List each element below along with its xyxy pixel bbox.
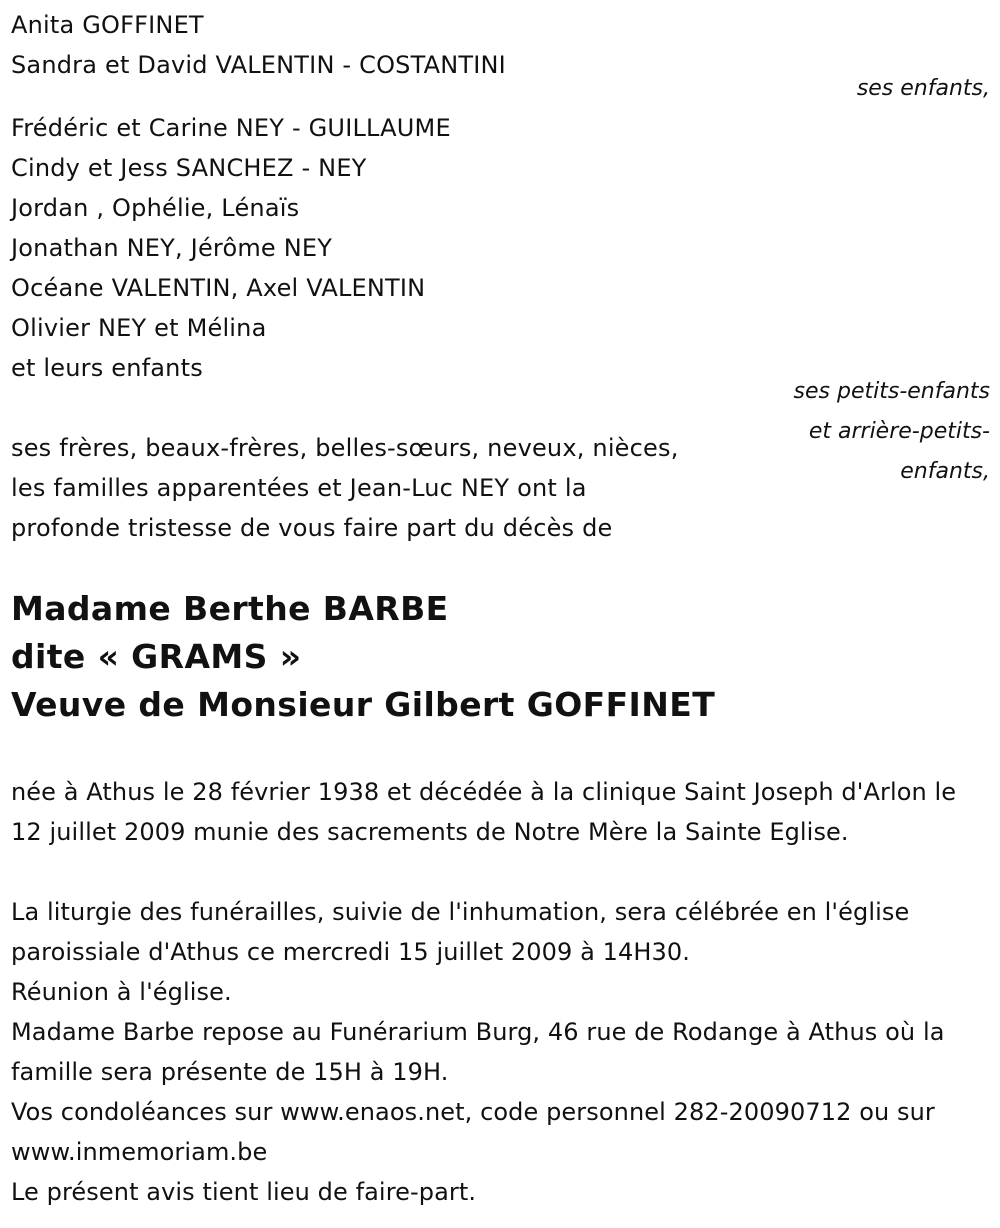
family-member-line: Océane VALENTIN, Axel VALENTIN xyxy=(11,274,426,302)
details-reunion: Réunion à l'église. xyxy=(11,978,232,1006)
announcement-line: les familles apparentées et Jean-Luc NEY ont la xyxy=(11,474,587,502)
family-member-line: Sandra et David VALENTIN - COSTANTINI xyxy=(11,51,506,79)
details-funerarium: Madame Barbe repose au Funérarium Burg, 46 rue de Rodange à Athus où la famille sera présente de 15H à 19H. xyxy=(11,1018,945,1086)
deceased-widow-of: Veuve de Monsieur Gilbert GOFFINET xyxy=(11,685,716,724)
family-member-line: Olivier NEY et Mélina xyxy=(11,314,267,342)
relationship-label-grandchildren: ses petits-enfants xyxy=(793,379,990,404)
relationship-label-grandchildren: et arrière-petits- xyxy=(808,419,990,444)
relationship-label-grandchildren: enfants, xyxy=(900,459,990,484)
family-member-line: Jordan , Ophélie, Lénaïs xyxy=(11,194,300,222)
announcement-line: ses frères, beaux-frères, belles-sœurs, neveux, nièces, xyxy=(11,434,679,462)
details-birth-death: née à Athus le 28 février 1938 et décédée à la clinique Saint Joseph d'Arlon le 12 juillet 2009 munie des sacrements de Notre Mère la Sainte Eglise. xyxy=(11,778,957,846)
details-condolences: Vos condoléances sur www.enaos.net, code personnel 282-20090712 ou sur www.inmemoriam.be xyxy=(11,1098,935,1166)
announcement-line: profonde tristesse de vous faire part du décès de xyxy=(11,514,613,542)
family-member-line: Frédéric et Carine NEY - GUILLAUME xyxy=(11,114,451,142)
details-funeral: La liturgie des funérailles, suivie de l'inhumation, sera célébrée en l'église paroissiale d'Athus ce mercredi 15 juillet 2009 à 14H30. xyxy=(11,898,910,966)
deceased-name: Madame Berthe BARBE xyxy=(11,589,449,628)
deceased-nickname: dite « GRAMS » xyxy=(11,637,302,676)
family-member-line: Cindy et Jess SANCHEZ - NEY xyxy=(11,154,367,182)
family-member-line: Anita GOFFINET xyxy=(11,11,204,39)
family-member-line: et leurs enfants xyxy=(11,354,203,382)
family-member-line: Jonathan NEY, Jérôme NEY xyxy=(11,234,333,262)
relationship-label-children: ses enfants, xyxy=(856,76,990,101)
details-notice: Le présent avis tient lieu de faire-part. xyxy=(11,1178,477,1206)
